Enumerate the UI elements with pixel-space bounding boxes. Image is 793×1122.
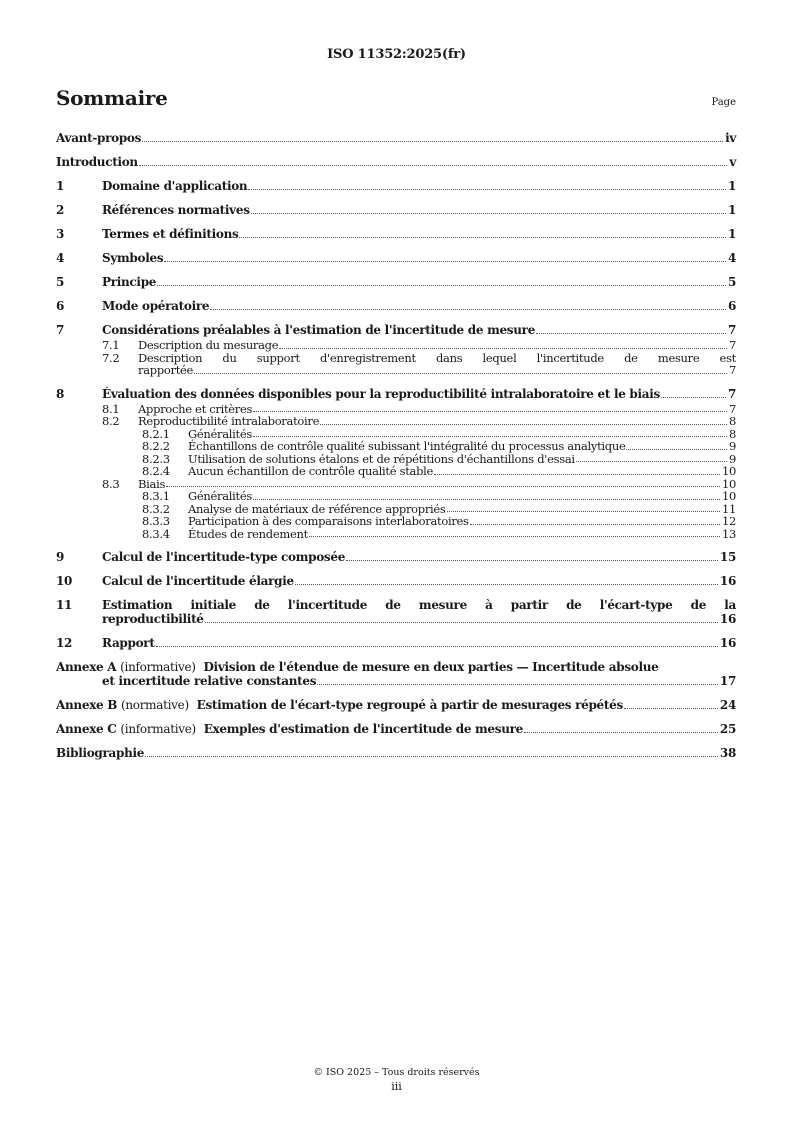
toc-entry-label: Approche et critères: [138, 401, 253, 416]
leader-dots: [320, 424, 727, 425]
toc-entry-page: 17: [719, 674, 736, 688]
leader-dots: [317, 684, 718, 685]
toc-entry-label: Généralités: [188, 426, 252, 441]
toc-entry-number: 8: [56, 386, 65, 401]
toc-entry-page: 16: [719, 636, 736, 650]
annex-title: Exemples d'estimation de l'incertitude de mesure: [203, 722, 524, 736]
leader-dots: [142, 141, 723, 142]
leader-dots: [166, 486, 720, 487]
toc-entry-page: 15: [719, 550, 736, 564]
leader-dots: [253, 436, 727, 437]
toc-entry-label: Avant-propos: [56, 131, 142, 145]
toc-entry-label: Reproductibilité intralaboratoire: [138, 414, 320, 428]
toc-entry-8-3-4[interactable]: [56, 528, 736, 541]
toc-entry-8-3-3[interactable]: [56, 515, 736, 528]
page-footer: [0, 1066, 793, 1094]
leader-dots: [145, 756, 718, 757]
toc-entry-page: 16: [719, 612, 736, 626]
toc-entry-label: Symboles: [102, 251, 164, 265]
toc-entry-page: 6: [727, 299, 736, 313]
toc-entry-page: 4: [727, 251, 736, 265]
toc-entry-page: 8: [728, 426, 736, 441]
toc-entry-page: 1: [727, 227, 736, 241]
toc-entry-10[interactable]: [56, 574, 736, 588]
annex-title: Division de l'étendue de mesure en deux parties — Incertitude absolue: [203, 660, 659, 674]
toc-entry-label: Introduction: [56, 155, 138, 169]
toc-entry-number: 8.3.2: [142, 501, 170, 516]
leader-dots: [157, 285, 726, 286]
toc-entry-number: 8.2: [102, 414, 120, 428]
toc-entry-number: 8.2.4: [142, 464, 170, 478]
toc-entry-page: 1: [727, 203, 736, 217]
toc-entry-label: [56, 698, 623, 712]
leader-dots: [253, 411, 727, 412]
toc-entry-number: 7.2: [102, 350, 120, 365]
toc-entry-label: Mode opératoire: [102, 299, 210, 313]
toc-entry-label: Évaluation des données disponibles pour la reproductibilité intralaboratoire et le biais: [102, 386, 660, 401]
toc-entry-8-3-1[interactable]: [56, 490, 736, 503]
toc-entry-number: 8.1: [102, 401, 120, 416]
leader-dots: [661, 397, 726, 398]
toc-entry-label: Aucun échantillon de contrôle qualité stable: [188, 464, 434, 478]
toc-entry-number: 11: [56, 598, 73, 612]
toc-entry-7-1[interactable]: [56, 339, 736, 352]
toc-entry-page: 10: [721, 464, 736, 478]
toc-entry-page: 1: [727, 179, 736, 193]
toc-entry-number: 8.3.1: [142, 489, 170, 503]
toc-entry-label: Utilisation de solutions étalons et de répétitions d'échantillons d'essai: [188, 451, 575, 466]
leader-dots: [626, 449, 727, 450]
toc-entry-label: Rapport: [102, 636, 155, 650]
toc-entry-bibliographie[interactable]: [56, 746, 736, 760]
annex-label: Annexe A: [56, 660, 117, 674]
toc-entry-annex-a[interactable]: [56, 660, 736, 688]
toc-entry-3[interactable]: [56, 227, 736, 241]
toc-entry-introduction[interactable]: [56, 155, 736, 169]
leader-dots: [624, 708, 718, 709]
copyright-notice: © ISO 2025 – Tous droits réservés: [313, 1067, 480, 1078]
toc-entry-label-line2: rapportée: [138, 363, 194, 377]
toc-entry-number: 2: [56, 203, 65, 217]
toc-entry-5[interactable]: [56, 275, 736, 289]
toc-entry-8[interactable]: [56, 387, 736, 401]
toc-entry-page: 13: [721, 526, 736, 541]
leader-dots: [164, 261, 726, 262]
toc-entry-number: 8.3.4: [142, 526, 170, 541]
toc-entry-number: 8.3.3: [142, 514, 170, 528]
toc-entry-page: 7: [728, 338, 736, 352]
annex-kind: (informative): [120, 660, 196, 674]
toc-entry-number: 4: [56, 251, 65, 265]
toc-entry-page: 10: [721, 489, 736, 503]
toc-entry-page: 24: [719, 698, 736, 712]
toc-entry-label: Échantillons de contrôle qualité subissant l'intégralité du processus analytique: [188, 439, 626, 453]
toc-entry-page: 7: [727, 323, 736, 337]
toc-entry-page: 12: [721, 514, 736, 528]
toc-entry-page: 10: [721, 476, 736, 491]
toc-entry-number: 8.2.1: [142, 426, 170, 441]
leader-dots: [536, 333, 726, 334]
annex-title: Estimation de l'écart-type regroupé à partir de mesurages répétés: [196, 698, 623, 712]
toc-entry-page: v: [729, 155, 736, 169]
toc-entry-page: iv: [725, 131, 736, 145]
toc-entry-label-line1: [56, 660, 736, 674]
toc-entry-label: Calcul de l'incertitude-type composée: [102, 550, 346, 564]
leader-dots: [251, 213, 726, 214]
annex-kind: (normative): [121, 698, 189, 712]
toc-entry-12[interactable]: [56, 636, 736, 650]
leader-dots: [253, 499, 720, 500]
toc-entry-page: 11: [721, 501, 736, 516]
toc-title: Sommaire: [56, 86, 168, 110]
toc-entry-page: 25: [719, 722, 736, 736]
toc-entry-number: 3: [56, 227, 65, 241]
toc-entry-9[interactable]: [56, 550, 736, 564]
toc-entry-1[interactable]: [56, 179, 736, 193]
toc-entry-label: [56, 722, 523, 736]
leader-dots: [295, 584, 718, 585]
toc-entry-number: 6: [56, 299, 65, 313]
toc-entry-number: 9: [56, 550, 65, 564]
leader-dots: [239, 237, 725, 238]
toc-entry-label: Biais: [138, 476, 166, 491]
leader-dots: [524, 732, 718, 733]
toc-entry-label: Termes et définitions: [102, 227, 239, 241]
leader-dots: [309, 536, 720, 537]
toc-entry-number: 5: [56, 275, 65, 289]
annex-label: Annexe B: [56, 698, 118, 712]
toc-entry-2[interactable]: [56, 203, 736, 217]
toc-entry-label: Domaine d'application: [102, 179, 248, 193]
toc-entry-label-line1: Estimation initiale de l'incertitude de mesure à partir de l'écart-type de la: [102, 598, 736, 612]
leader-dots: [346, 560, 718, 561]
leader-dots: [248, 189, 726, 190]
toc-entry-number: 8.2.3: [142, 451, 170, 466]
leader-dots: [205, 622, 718, 623]
document-id-header: ISO 11352:2025(fr): [327, 47, 466, 62]
toc-entry-avant-propos[interactable]: [56, 131, 736, 145]
toc-entry-page: 9: [728, 451, 736, 466]
toc-entry-number: 7.1: [102, 338, 120, 352]
toc-entry-label: Calcul de l'incertitude élargie: [102, 574, 294, 588]
toc-entry-number: 10: [56, 574, 73, 588]
toc-entry-label: Analyse de matériaux de référence appropriés: [188, 501, 446, 516]
toc-entry-label-line1: Description du support d'enregistrement dans lequel l'incertitude de mesure est: [138, 350, 736, 365]
leader-dots: [279, 348, 727, 349]
toc-entry-page: 38: [719, 746, 736, 760]
toc-entry-label-line2: et incertitude relative constantes: [102, 674, 317, 688]
annex-kind: (informative): [120, 722, 196, 736]
toc-entry-page: 9: [728, 439, 736, 453]
leader-dots: [210, 309, 726, 310]
annex-label: Annexe C: [56, 722, 117, 736]
toc-entry-label: Études de rendement: [188, 526, 308, 541]
toc-entry-label: Participation à des comparaisons interlaboratoires: [188, 514, 469, 528]
toc-entry-7-2[interactable]: [56, 352, 736, 377]
toc-entry-8-2[interactable]: [56, 415, 736, 428]
leader-dots: [447, 511, 720, 512]
toc-entry-label-line2: reproductibilité: [102, 612, 204, 626]
leader-dots: [194, 373, 727, 374]
toc-entry-label: Généralités: [188, 489, 252, 503]
toc-entry-page: 7: [728, 401, 736, 416]
toc-entry-page: 8: [728, 414, 736, 428]
page-column-label: Page: [711, 97, 736, 108]
toc-entry-label: Principe: [102, 275, 157, 289]
toc-entry-number: 1: [56, 179, 65, 193]
toc-entry-8-2-2[interactable]: [56, 440, 736, 453]
toc-entry-label: Description du mesurage: [138, 338, 279, 352]
toc-entry-number: 8.2.2: [142, 439, 170, 453]
toc-entry-label: Considérations préalables à l'estimation de l'incertitude de mesure: [102, 323, 536, 337]
toc-entry-number: 8.3: [102, 476, 120, 491]
toc-entry-label: Bibliographie: [56, 746, 145, 760]
toc-entry-number: 7: [56, 323, 65, 337]
toc-entry-number: 12: [56, 636, 73, 650]
toc-entry-7[interactable]: [56, 323, 736, 337]
toc-entry-6[interactable]: [56, 299, 736, 313]
leader-dots: [139, 165, 727, 166]
table-of-contents: [56, 131, 736, 770]
toc-entry-label: Références normatives: [102, 203, 250, 217]
toc-entry-4[interactable]: [56, 251, 736, 265]
toc-entry-page: 7: [727, 386, 736, 401]
toc-entry-11[interactable]: [56, 598, 736, 626]
toc-title-row: [56, 86, 736, 110]
toc-entry-page: 5: [727, 275, 736, 289]
toc-entry-annex-c[interactable]: [56, 722, 736, 736]
toc-entry-annex-b[interactable]: [56, 698, 736, 712]
leader-dots: [576, 461, 727, 462]
leader-dots: [156, 646, 718, 647]
toc-entry-page: 7: [728, 363, 736, 377]
page-number: iii: [391, 1080, 402, 1093]
leader-dots: [470, 524, 720, 525]
toc-entry-page: 16: [719, 574, 736, 588]
leader-dots: [434, 474, 720, 475]
toc-entry-8-2-4[interactable]: [56, 465, 736, 478]
